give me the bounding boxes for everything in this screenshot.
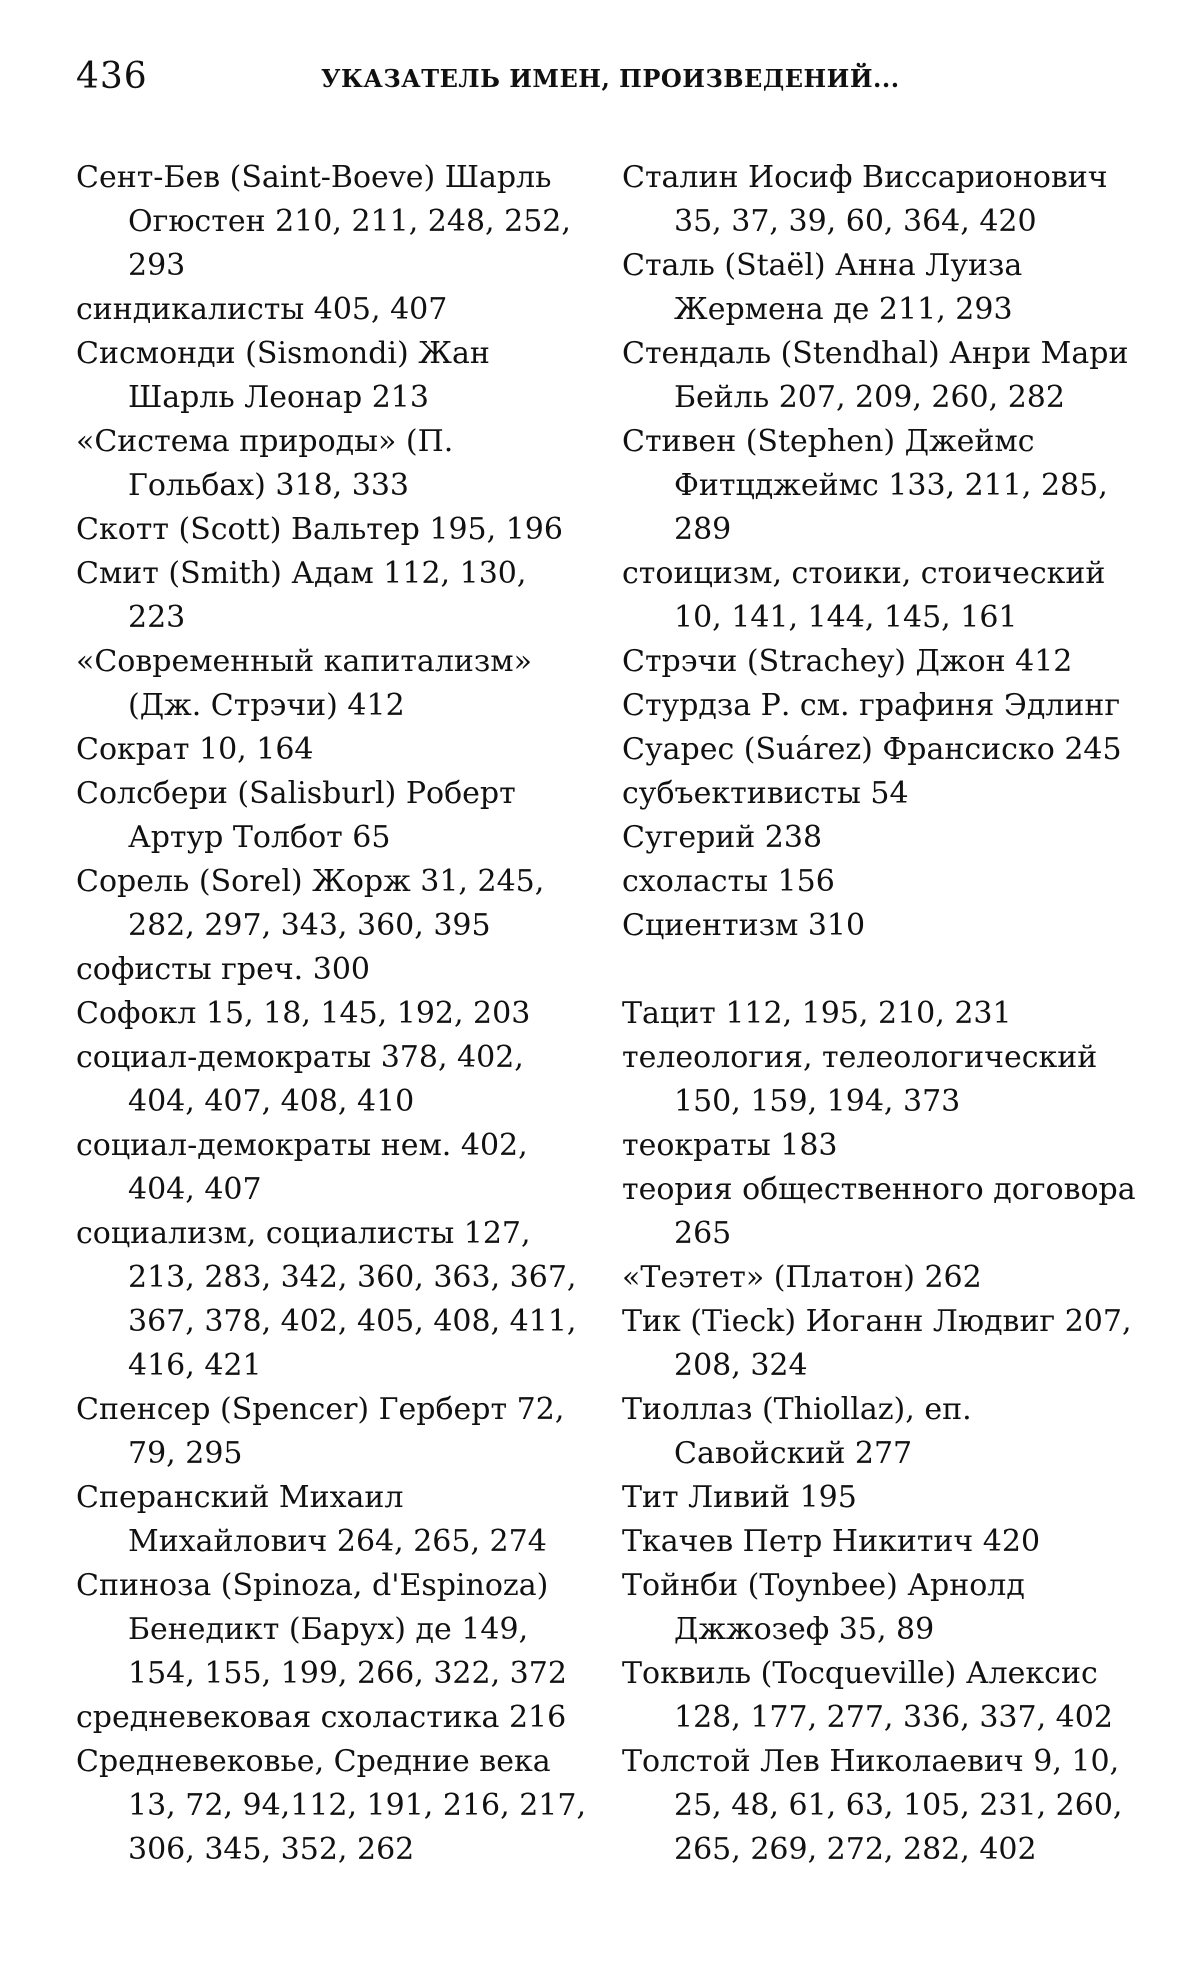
index-entry: Сциентизм 310 <box>622 908 866 943</box>
index-entry: схоласты 156 <box>622 864 835 899</box>
index-entry: социал-демократы нем. 402, 404, 407 <box>76 1128 528 1207</box>
index-entry: Сократ 10, 164 <box>76 732 314 767</box>
index-entry: Стивен (Stephen) Джеймс Фитцджеймс 133, 211, 285, 289 <box>622 424 1108 547</box>
index-entry: Стурдза Р. см. графиня Эдлинг <box>622 688 1121 723</box>
index-entry: Стендаль (Stendhal) Анри Мари Бейль 207, 209, 260, 282 <box>622 336 1129 415</box>
index-entry: Стрэчи (Strachey) Джон 412 <box>622 644 1073 679</box>
index-entry: Софокл 15, 18, 145, 192, 203 <box>76 996 531 1031</box>
index-entry: субъективисты 54 <box>622 776 909 811</box>
index-entry: Сорель (Sorel) Жорж 31, 245, 282, 297, 343, 360, 395 <box>76 864 545 943</box>
index-entry: Скотт (Scott) Вальтер 195, 196 <box>76 512 563 547</box>
index-entry: Тацит 112, 195, 210, 231 <box>622 996 1012 1031</box>
running-title: УКАЗАТЕЛЬ ИМЕН, ПРОИЗВЕДЕНИЙ... <box>321 64 900 93</box>
index-entry: Сталь (Staël) Анна Луиза Жермена де 211, 293 <box>622 248 1023 327</box>
index-entry: стоицизм, стоики, стоический 10, 141, 144, 145, 161 <box>622 556 1106 635</box>
index-entry: Солсбери (Salisburl) Роберт Артур Толбот 65 <box>76 776 516 855</box>
page-header <box>76 48 1126 108</box>
index-entry: Сент-Бев (Saint-Boeve) Шарль Огюстен 210, 211, 248, 252, 293 <box>76 160 571 283</box>
section-gap <box>622 948 1142 992</box>
index-entry: Сугерий 238 <box>622 820 823 855</box>
index-entry: Сперанский Михаил Михайлович 264, 265, 274 <box>76 1480 547 1559</box>
index-entry: «Система природы» (П. Гольбах) 318, 333 <box>76 424 454 503</box>
index-entry: Суарес (Suárez) Франсиско 245 <box>622 732 1122 767</box>
index-entry: синдикалисты 405, 407 <box>76 292 448 327</box>
index-entry: Спиноза (Spinoza, d'Espinoza) Бенедикт (Барух) де 149, 154, 155, 199, 266, 322, 372 <box>76 1568 567 1691</box>
index-entry: социал-демократы 378, 402, 404, 407, 408, 410 <box>76 1040 524 1119</box>
index-entry: Ткачев Петр Никитич 420 <box>622 1524 1041 1559</box>
index-entry: Тик (Tieck) Иоганн Людвиг 207, 208, 324 <box>622 1304 1132 1383</box>
index-column-right <box>622 156 1142 1872</box>
index-entry: Спенсер (Spencer) Герберт 72, 79, 295 <box>76 1392 565 1471</box>
index-entry: Толстой Лев Николаевич 9, 10, 25, 48, 61, 63, 105, 231, 260, 265, 269, 272, 282, 402 <box>622 1744 1123 1867</box>
index-entry: теория общественного договора 265 <box>622 1172 1136 1251</box>
index-entry: Средневековье, Средние века 13, 72, 94,112, 191, 216, 217, 306, 345, 352, 262 <box>76 1744 586 1867</box>
index-entry: Тиоллаз (Thiollaz), еп. Савойский 277 <box>622 1392 972 1471</box>
index-entry: «Современный капитализм» (Дж. Стрэчи) 412 <box>76 644 532 723</box>
index-entry: Смит (Smith) Адам 112, 130, 223 <box>76 556 527 635</box>
index-entry: Тит Ливий 195 <box>622 1480 857 1515</box>
index-entry: Токвиль (Tocqueville) Алексис 128, 177, 277, 336, 337, 402 <box>622 1656 1113 1735</box>
page-number: 436 <box>76 56 148 97</box>
index-entry: Тойнби (Toynbee) Арнолд Джжозеф 35, 89 <box>622 1568 1025 1647</box>
index-entry: софисты греч. 300 <box>76 952 370 987</box>
index-entry: средневековая схоластика 216 <box>76 1700 567 1735</box>
index-entry: социализм, социалисты 127, 213, 283, 342, 360, 363, 367, 367, 378, 402, 405, 408, 411, 416, 421 <box>76 1216 577 1383</box>
index-entry: Сисмонди (Sismondi) Жан Шарль Леонар 213 <box>76 336 490 415</box>
index-entry: Сталин Иосиф Виссарионович 35, 37, 39, 60, 364, 420 <box>622 160 1108 239</box>
index-entry: «Теэтет» (Платон) 262 <box>622 1260 982 1295</box>
index-column-left <box>76 156 586 1872</box>
index-entry: телеология, телеологический 150, 159, 194, 373 <box>622 1040 1098 1119</box>
index-entry: теократы 183 <box>622 1128 838 1163</box>
